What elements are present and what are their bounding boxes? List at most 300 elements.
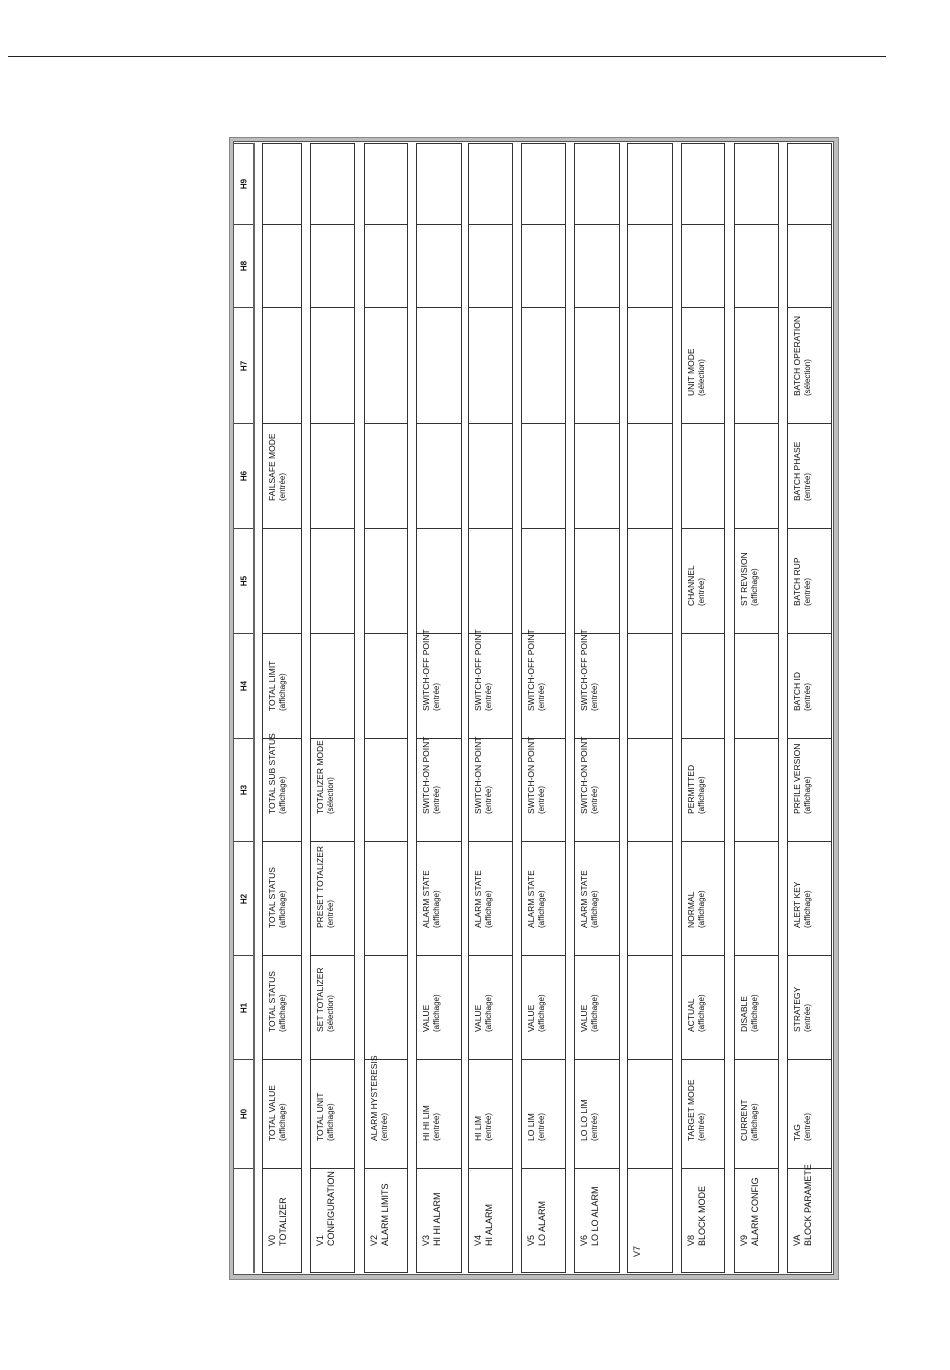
matrix-cell-v8-h2[interactable]: [682, 842, 724, 956]
header-cell-h1: [234, 955, 254, 1059]
parameter-name: TOTAL LIMIT: [267, 660, 277, 711]
cell-text: [473, 994, 494, 1032]
matrix-cell-v9-h8[interactable]: [735, 225, 778, 308]
row-name: ALARM CONFIG: [750, 1177, 760, 1246]
matrix-cell-v9-h5[interactable]: [735, 529, 778, 634]
parameter-name: BATCH OPERATION: [792, 316, 802, 396]
matrix-cell-v0-h5[interactable]: [263, 529, 301, 634]
row-code: V3: [421, 1234, 431, 1246]
parameter-mode: (affichage): [278, 776, 287, 814]
matrix-cell-v1-h5[interactable]: [311, 529, 354, 634]
matrix-cell-v0-h8[interactable]: [263, 225, 301, 308]
matrix-cell-v5-h8[interactable]: [522, 225, 565, 308]
matrix-cell-v6-h8[interactable]: [575, 225, 619, 308]
matrix-cell-v1-h6[interactable]: [311, 424, 354, 529]
matrix-cell-v0-h3[interactable]: [263, 733, 301, 842]
parameter-name: SWITCH-OFF POINT: [579, 629, 589, 711]
parameter-mode: (affichage): [697, 994, 706, 1032]
matrix-cell-v8-h1[interactable]: [682, 956, 724, 1060]
header-label: H3: [239, 784, 249, 796]
parameter-mode: (entrée): [326, 899, 335, 928]
matrix-cell-v5-h2[interactable]: [522, 842, 565, 956]
matrix-row-v7: [627, 143, 673, 1273]
row-label: [792, 1164, 814, 1246]
matrix-cell-v8-h8[interactable]: [682, 225, 724, 308]
parameter-name: CURRENT: [739, 1099, 749, 1141]
cell-text: [315, 967, 336, 1032]
parameter-mode: (entrée): [590, 785, 599, 814]
matrix-cell-v5-h3[interactable]: [522, 736, 565, 842]
row-code: V6: [579, 1234, 589, 1246]
row-label-cell: [365, 1169, 407, 1274]
matrix-cell-v0-h6[interactable]: [263, 424, 301, 529]
parameter-name: ACTUAL: [686, 998, 696, 1032]
row-label-cell: [469, 1169, 512, 1274]
header-corner: [234, 1168, 254, 1273]
matrix-cell-v7-h3[interactable]: [628, 739, 672, 842]
parameter-name: TOTAL STATUS: [267, 867, 277, 928]
matrix-cell-v2-h8[interactable]: [365, 225, 407, 308]
parameter-name: LO LO LIM: [579, 1099, 589, 1141]
header-label: H7: [239, 360, 249, 371]
header-cell-h7: [234, 307, 254, 423]
parameter-name: SWITCH-ON POINT: [526, 736, 536, 814]
matrix-cell-v6-h2[interactable]: [575, 842, 619, 956]
row-name: BLOCK PARAMETE: [803, 1164, 813, 1246]
matrix-cell-va-h6[interactable]: [788, 424, 831, 529]
matrix-cell-v3-h3[interactable]: [417, 736, 461, 842]
row-label: [421, 1192, 443, 1246]
matrix-cell-v4-h4[interactable]: [469, 629, 512, 739]
matrix-cell-v1-h9[interactable]: [311, 144, 354, 225]
matrix-cell-v8-h3[interactable]: [682, 739, 724, 842]
matrix-cell-v9-h7[interactable]: [735, 308, 778, 424]
cell-text: [473, 870, 494, 928]
matrix-cell-v1-h3[interactable]: [311, 739, 354, 842]
matrix-cell-v6-h3[interactable]: [575, 736, 619, 842]
matrix-cell-v7-h8[interactable]: [628, 225, 672, 308]
parameter-mode: (entrée): [803, 1003, 812, 1032]
parameter-mode: (entrée): [537, 682, 546, 711]
matrix-cell-v5-h9[interactable]: [522, 144, 565, 225]
matrix-cell-v1-h2[interactable]: [311, 842, 354, 956]
header-strip: [234, 143, 254, 1273]
cell-text: [267, 971, 288, 1032]
cell-text: [739, 1099, 760, 1141]
matrix-cell-v4-h0[interactable]: [469, 1060, 512, 1169]
row-name: CONFIGURATION: [326, 1171, 336, 1246]
matrix-cell-v4-h1[interactable]: [469, 956, 512, 1060]
matrix-cell-v4-h7[interactable]: [469, 308, 512, 424]
parameter-mode: (affichage): [278, 890, 287, 928]
matrix-row-v2: [364, 143, 408, 1273]
row-name: LO ALARM: [537, 1200, 547, 1246]
matrix-cell-v1-h7[interactable]: [311, 308, 354, 424]
parameter-mode: (entrée): [697, 1112, 706, 1141]
parameter-name: PERMITTED: [686, 764, 696, 814]
cell-text: [792, 882, 813, 928]
cell-text: [267, 433, 288, 501]
parameter-name: FAILSAFE MODE: [267, 433, 277, 501]
row-name: ALARM LIMITS: [380, 1183, 390, 1246]
matrix-cell-va-h3[interactable]: [788, 739, 831, 842]
matrix-row-v8: [681, 143, 725, 1273]
parameter-mode: (affichage): [750, 994, 759, 1032]
matrix-cell-v1-h8[interactable]: [311, 225, 354, 308]
matrix-row-v9: [734, 143, 779, 1273]
parameter-name: ALARM HYSTERESIS: [369, 1055, 379, 1141]
matrix-cell-va-h2[interactable]: [788, 842, 831, 956]
matrix-cell-v1-h1[interactable]: [311, 956, 354, 1060]
matrix-cell-v9-h4[interactable]: [735, 634, 778, 739]
row-label: [473, 1204, 495, 1246]
matrix-row-v6: [574, 143, 620, 1273]
row-label: [315, 1171, 337, 1246]
matrix-cell-v0-h0[interactable]: [263, 1060, 301, 1169]
parameter-mode: (sélection): [803, 359, 812, 396]
matrix-cell-v0-h9[interactable]: [263, 144, 301, 225]
matrix-row-v4: [468, 143, 513, 1273]
top-rule: [8, 56, 886, 57]
matrix-cell-v0-h7[interactable]: [263, 308, 301, 424]
matrix-cell-v3-h9[interactable]: [417, 144, 461, 225]
cell-text: [579, 994, 600, 1032]
cell-text: [579, 737, 600, 814]
matrix-cell-v8-h4[interactable]: [682, 634, 724, 739]
matrix-cell-v3-h1[interactable]: [417, 956, 461, 1060]
matrix-cell-v3-h0[interactable]: [417, 1060, 461, 1169]
matrix-cell-v3-h7[interactable]: [417, 308, 461, 424]
matrix-cell-v1-h4[interactable]: [311, 634, 354, 739]
row-label: [739, 1177, 761, 1246]
cell-text: [686, 565, 707, 606]
matrix-cell-v7-h4[interactable]: [628, 634, 672, 739]
parameter-mode: (affichage): [278, 673, 287, 711]
matrix-cell-v3-h2[interactable]: [417, 842, 461, 956]
parameter-name: TOTALIZER MODE: [315, 740, 325, 814]
cell-text: [686, 1079, 707, 1141]
matrix-cell-va-h5[interactable]: [788, 529, 831, 634]
matrix-cell-v5-h7[interactable]: [522, 308, 565, 424]
parameter-mode: (affichage): [484, 890, 493, 928]
cell-text: [792, 316, 813, 396]
row-code: V1: [315, 1234, 325, 1246]
matrix-cell-va-h7[interactable]: [788, 308, 831, 424]
matrix-cell-v7-h9[interactable]: [628, 144, 672, 225]
matrix-cell-v9-h9[interactable]: [735, 144, 778, 225]
matrix-cell-v3-h8[interactable]: [417, 225, 461, 308]
header-label: H0: [239, 1108, 249, 1120]
row-code: V7: [632, 1245, 642, 1257]
header-cell-h9: [234, 143, 254, 224]
parameter-name: TAG: [792, 1124, 802, 1141]
parameter-name: PRFILE VERSION: [792, 743, 802, 814]
header-label: H5: [239, 575, 249, 587]
parameter-name: ALERT KEY: [792, 881, 802, 928]
matrix-cell-v0-h4[interactable]: [263, 634, 301, 739]
cell-text: [421, 737, 442, 814]
cell-text: [267, 867, 288, 928]
header-cell-h8: [234, 224, 254, 307]
header-label: H9: [239, 178, 249, 190]
cell-text: [473, 737, 494, 814]
header-cell-h6: [234, 423, 254, 528]
matrix-row-v5: [521, 143, 566, 1273]
cell-text: [526, 1113, 547, 1141]
matrix-cell-v8-h5[interactable]: [682, 529, 724, 634]
matrix-cell-v2-h4[interactable]: [365, 634, 407, 739]
matrix-cell-v5-h0[interactable]: [522, 1060, 565, 1169]
parameter-mode: (affichage): [278, 1103, 287, 1141]
parameter-name: BATCH RUP: [792, 557, 802, 606]
row-name: TOTALIZER: [278, 1197, 288, 1246]
parameter-mode: (entrée): [537, 1112, 546, 1141]
matrix-cell-v4-h5[interactable]: [469, 529, 512, 634]
parameter-name: LO LIM: [526, 1113, 536, 1141]
matrix-cell-v5-h1[interactable]: [522, 956, 565, 1060]
matrix-cell-v2-h9[interactable]: [365, 144, 407, 225]
row-label-cell: [788, 1164, 831, 1274]
parameter-mode: (entrée): [537, 785, 546, 814]
parameter-name: ALARM STATE: [473, 870, 483, 928]
cell-text: [526, 994, 547, 1032]
parameter-mode: (entrée): [432, 1112, 441, 1141]
parameter-mode: (affichage): [590, 994, 599, 1032]
matrix-cell-v2-h7[interactable]: [365, 308, 407, 424]
row-label-cell: [628, 1169, 672, 1274]
header-cell-h0: [234, 1059, 254, 1168]
cell-text: [579, 870, 600, 928]
parameter-mode: (affichage): [484, 994, 493, 1032]
matrix-cell-v8-h9[interactable]: [682, 144, 724, 225]
row-label-cell: [311, 1169, 354, 1274]
matrix-cell-v6-h6[interactable]: [575, 424, 619, 529]
parameter-mode: (sélection): [326, 777, 335, 814]
matrix-cell-v2-h1[interactable]: [365, 956, 407, 1060]
header-cell-h2: [234, 841, 254, 955]
matrix-cell-v5-h4[interactable]: [522, 629, 565, 739]
matrix-cell-v6-h7[interactable]: [575, 308, 619, 424]
row-code: V0: [267, 1234, 277, 1246]
cell-text: [792, 672, 813, 711]
matrix-cell-v0-h2[interactable]: [263, 842, 301, 956]
parameter-name: STRATEGY: [792, 986, 802, 1032]
matrix-cell-va-h4[interactable]: [788, 634, 831, 739]
parameter-name: TOTAL STATUS: [267, 971, 277, 1032]
matrix-cell-v4-h6[interactable]: [469, 424, 512, 529]
cell-text: [739, 552, 760, 606]
header-cell-h4: [234, 633, 254, 738]
row-label: [526, 1201, 548, 1246]
matrix-cell-v9-h0[interactable]: [735, 1060, 778, 1169]
row-label-cell: [735, 1169, 778, 1274]
header-label: H6: [239, 470, 249, 482]
cell-text: [686, 890, 707, 928]
header-label: H2: [239, 893, 249, 904]
matrix-cell-v7-h7[interactable]: [628, 308, 672, 424]
row-label: [369, 1183, 391, 1246]
parameter-name: HI HI LIM: [421, 1105, 431, 1141]
matrix-cell-v6-h1[interactable]: [575, 956, 619, 1060]
matrix-cell-va-h8[interactable]: [788, 225, 831, 308]
matrix-cell-v3-h5[interactable]: [417, 529, 461, 634]
matrix-cell-v9-h6[interactable]: [735, 424, 778, 529]
matrix-cell-v4-h3[interactable]: [469, 736, 512, 842]
cell-text: [315, 1093, 336, 1142]
parameter-name: VALUE: [579, 1004, 589, 1032]
parameter-mode: (affichage): [537, 994, 546, 1032]
parameter-mode: (entrée): [432, 682, 441, 711]
matrix-cell-v2-h6[interactable]: [365, 424, 407, 529]
row-code: V5: [526, 1234, 536, 1246]
matrix-cell-v7-h5[interactable]: [628, 529, 672, 634]
parameter-name: TOTAL VALUE: [267, 1085, 277, 1141]
parameter-mode: (entrée): [484, 785, 493, 814]
parameter-mode: (affichage): [590, 890, 599, 928]
matrix-cell-v6-h5[interactable]: [575, 529, 619, 634]
matrix-cell-va-h1[interactable]: [788, 956, 831, 1060]
matrix-cell-v8-h7[interactable]: [682, 308, 724, 424]
cell-text: [267, 661, 288, 711]
parameter-name: BATCH ID: [792, 671, 802, 711]
parameter-name: TARGET MODE: [686, 1079, 696, 1141]
parameter-name: ALARM STATE: [579, 870, 589, 928]
cell-text: [792, 442, 813, 501]
parameter-name: SWITCH-OFF POINT: [473, 629, 483, 711]
cell-text: [579, 629, 600, 711]
matrix-cell-v2-h5[interactable]: [365, 529, 407, 634]
parameter-name: ALARM STATE: [421, 870, 431, 928]
matrix-cell-v7-h2[interactable]: [628, 842, 672, 956]
cell-text: [792, 987, 813, 1032]
row-label-cell: [522, 1169, 565, 1274]
parameter-mode: (affichage): [537, 890, 546, 928]
matrix-cell-v2-h3[interactable]: [365, 739, 407, 842]
row-code: VA: [792, 1234, 802, 1246]
matrix-cell-v6-h0[interactable]: [575, 1060, 619, 1169]
parameter-mode: (entrée): [432, 785, 441, 814]
parameter-name: SWITCH-ON POINT: [421, 736, 431, 814]
cell-text: [792, 744, 813, 814]
header-label: H4: [239, 680, 249, 692]
cell-text: [686, 348, 707, 396]
matrix-row-v1: [310, 143, 355, 1273]
parameter-name: VALUE: [473, 1004, 483, 1032]
matrix-cell-v6-h4[interactable]: [575, 629, 619, 739]
row-label: [579, 1186, 601, 1246]
cell-text: [267, 1085, 288, 1141]
parameter-name: TOTAL UNIT: [315, 1092, 325, 1141]
header-label: H1: [239, 1002, 249, 1013]
matrix-cell-va-h0[interactable]: [788, 1060, 831, 1169]
matrix-cell-v4-h2[interactable]: [469, 842, 512, 956]
header-divider: [253, 143, 255, 1273]
matrix-cell-v3-h6[interactable]: [417, 424, 461, 529]
parameter-name: NORMAL: [686, 891, 696, 928]
matrix-cell-v5-h5[interactable]: [522, 529, 565, 634]
cell-text: [421, 994, 442, 1032]
matrix-row-v3: [416, 143, 462, 1273]
parameter-name: CHANNEL: [686, 565, 696, 606]
cell-text: [686, 765, 707, 814]
row-label: [632, 1246, 643, 1257]
parameter-mode: (entrée): [803, 472, 812, 501]
cell-text: [686, 994, 707, 1032]
matrix-cell-v9-h3[interactable]: [735, 739, 778, 842]
cell-text: [473, 629, 494, 711]
parameter-mode: (entrée): [278, 472, 287, 501]
row-code: V2: [369, 1234, 379, 1246]
parameter-name: SET TOTALIZER: [315, 967, 325, 1032]
parameter-name: TOTAL SUB STATUS: [267, 733, 277, 814]
matrix-cell-v8-h6[interactable]: [682, 424, 724, 529]
parameter-mode: (affichage): [803, 890, 812, 928]
cell-text: [792, 558, 813, 607]
parameter-mode: (entrée): [803, 682, 812, 711]
row-name: BLOCK MODE: [697, 1185, 707, 1246]
matrix-cell-v6-h9[interactable]: [575, 144, 619, 225]
parameter-name: VALUE: [526, 1004, 536, 1032]
matrix-cell-v0-h1[interactable]: [263, 956, 301, 1060]
parameter-mode: (affichage): [803, 776, 812, 814]
parameter-mode: (entrée): [697, 577, 706, 606]
parameter-mode: (affichage): [750, 568, 759, 606]
parameter-name: BATCH PHASE: [792, 441, 802, 501]
parameter-name: ST REVISION: [739, 552, 749, 606]
parameter-name: DISABLE: [739, 996, 749, 1032]
matrix-cell-v2-h2[interactable]: [365, 842, 407, 956]
row-code: V8: [686, 1234, 696, 1246]
matrix-cell-v7-h0[interactable]: [628, 1060, 672, 1169]
matrix-cell-v1-h0[interactable]: [311, 1060, 354, 1169]
matrix-cell-v7-h1[interactable]: [628, 956, 672, 1060]
row-code: V4: [473, 1234, 483, 1246]
parameter-mode: (entrée): [803, 577, 812, 606]
row-label: [267, 1197, 289, 1246]
matrix-cell-v9-h2[interactable]: [735, 842, 778, 956]
parameter-mode: (affichage): [750, 1103, 759, 1141]
cell-text: [526, 737, 547, 814]
row-name: LO LO ALARM: [590, 1186, 600, 1246]
cell-text: [369, 1056, 390, 1142]
parameter-mode: (affichage): [326, 1103, 335, 1141]
matrix-cell-v2-h0[interactable]: [365, 1055, 407, 1169]
matrix-cell-v4-h8[interactable]: [469, 225, 512, 308]
matrix-cell-v8-h0[interactable]: [682, 1060, 724, 1169]
parameter-mode: (entrée): [803, 1112, 812, 1141]
matrix-cell-v7-h6[interactable]: [628, 424, 672, 529]
parameter-mode: (entrée): [484, 682, 493, 711]
parameter-mode: (affichage): [697, 776, 706, 814]
matrix-cell-v3-h4[interactable]: [417, 629, 461, 739]
parameter-mode: (sélection): [326, 995, 335, 1032]
matrix-cell-v5-h6[interactable]: [522, 424, 565, 529]
parameter-mode: (entrée): [590, 682, 599, 711]
matrix-cell-va-h9[interactable]: [788, 144, 831, 225]
row-label-cell: [417, 1169, 461, 1274]
matrix-cell-v4-h9[interactable]: [469, 144, 512, 225]
cell-text: [526, 870, 547, 928]
row-name: HI ALARM: [484, 1203, 494, 1246]
row-name: HI HI ALARM: [432, 1192, 442, 1246]
parameter-mode: (sélection): [697, 359, 706, 396]
matrix-row-va: [787, 143, 832, 1273]
header-cell-h5: [234, 528, 254, 633]
row-label-cell: [682, 1169, 724, 1274]
parameter-mode: (entrée): [590, 1112, 599, 1141]
matrix-cell-v9-h1[interactable]: [735, 956, 778, 1060]
parameter-name: SWITCH-ON POINT: [473, 736, 483, 814]
